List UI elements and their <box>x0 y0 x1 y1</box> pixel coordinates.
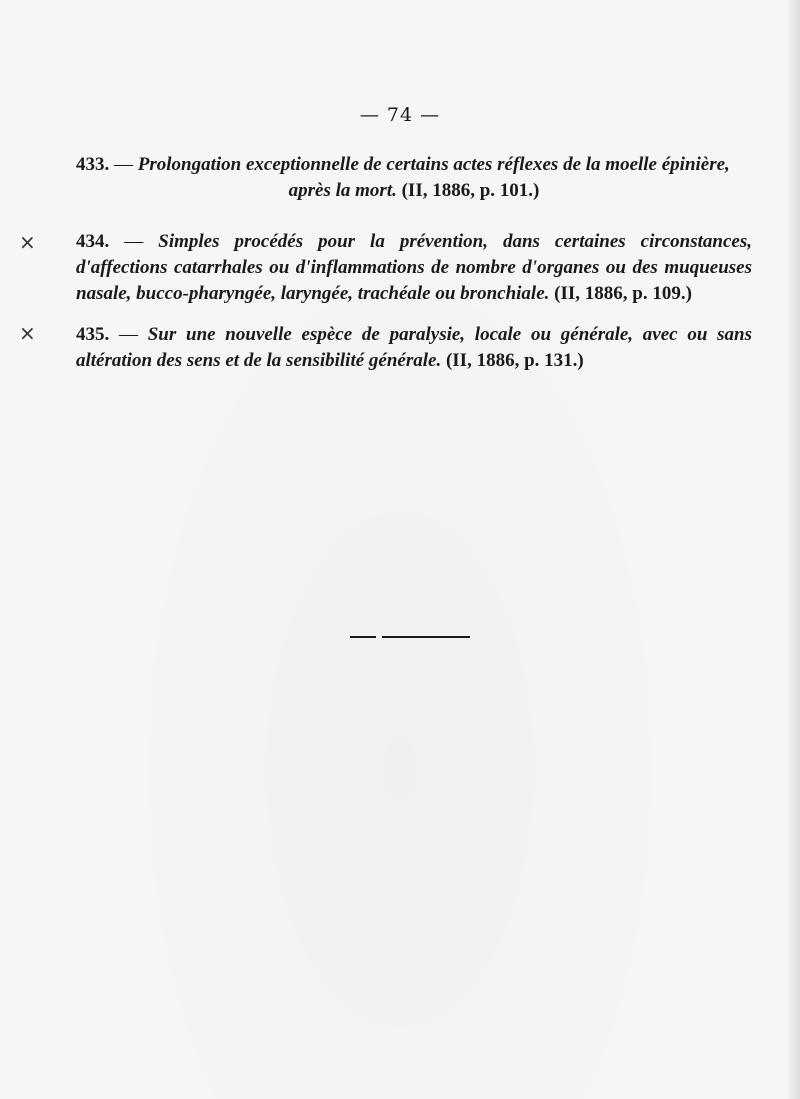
entry-number: 435. <box>76 324 110 345</box>
entry-number: 433. <box>76 154 110 175</box>
entry-reference: (II, 1886, p. 101.) <box>396 180 540 201</box>
entry-reference: (II, 1886, p. 131.) <box>441 350 584 371</box>
entry-number: 434. <box>76 231 110 252</box>
entry-title-line2 <box>76 178 752 204</box>
entry-title: Simples procédés pour la prévention, dans certaines circonstances, d'affections catarrhales ou d'inflammations de nombre d'organes ou des muqueuses nasale, bucco-pharyngée, laryngée, trachéale ou bronchiale. <box>76 231 752 304</box>
cross-mark-435: × <box>19 321 36 345</box>
bibliography-entry-433 <box>76 152 752 204</box>
bibliography-entry-435 <box>76 322 752 374</box>
entry-title: Sur une nouvelle espèce de paralysie, locale ou générale, avec ou sans altération des sens et de la sensibilité générale. <box>76 324 752 371</box>
entry-dash: — <box>109 154 138 175</box>
end-rule-long <box>382 636 470 638</box>
entry-title: Prolongation exceptionnelle de certains actes réflexes de la moelle épinière, <box>137 154 730 175</box>
page-edge-shadow <box>786 0 800 1099</box>
entry-dash: — <box>109 324 148 345</box>
entry-reference: (II, 1886, p. 109.) <box>549 283 692 304</box>
bibliography-entry-434 <box>76 229 752 307</box>
cross-mark-434: × <box>19 230 36 254</box>
page-number: — 74 — <box>359 104 441 126</box>
entry-dash: — <box>109 231 159 252</box>
end-rule-short <box>350 636 376 638</box>
entry-title-continued: après la mort. <box>288 180 397 201</box>
